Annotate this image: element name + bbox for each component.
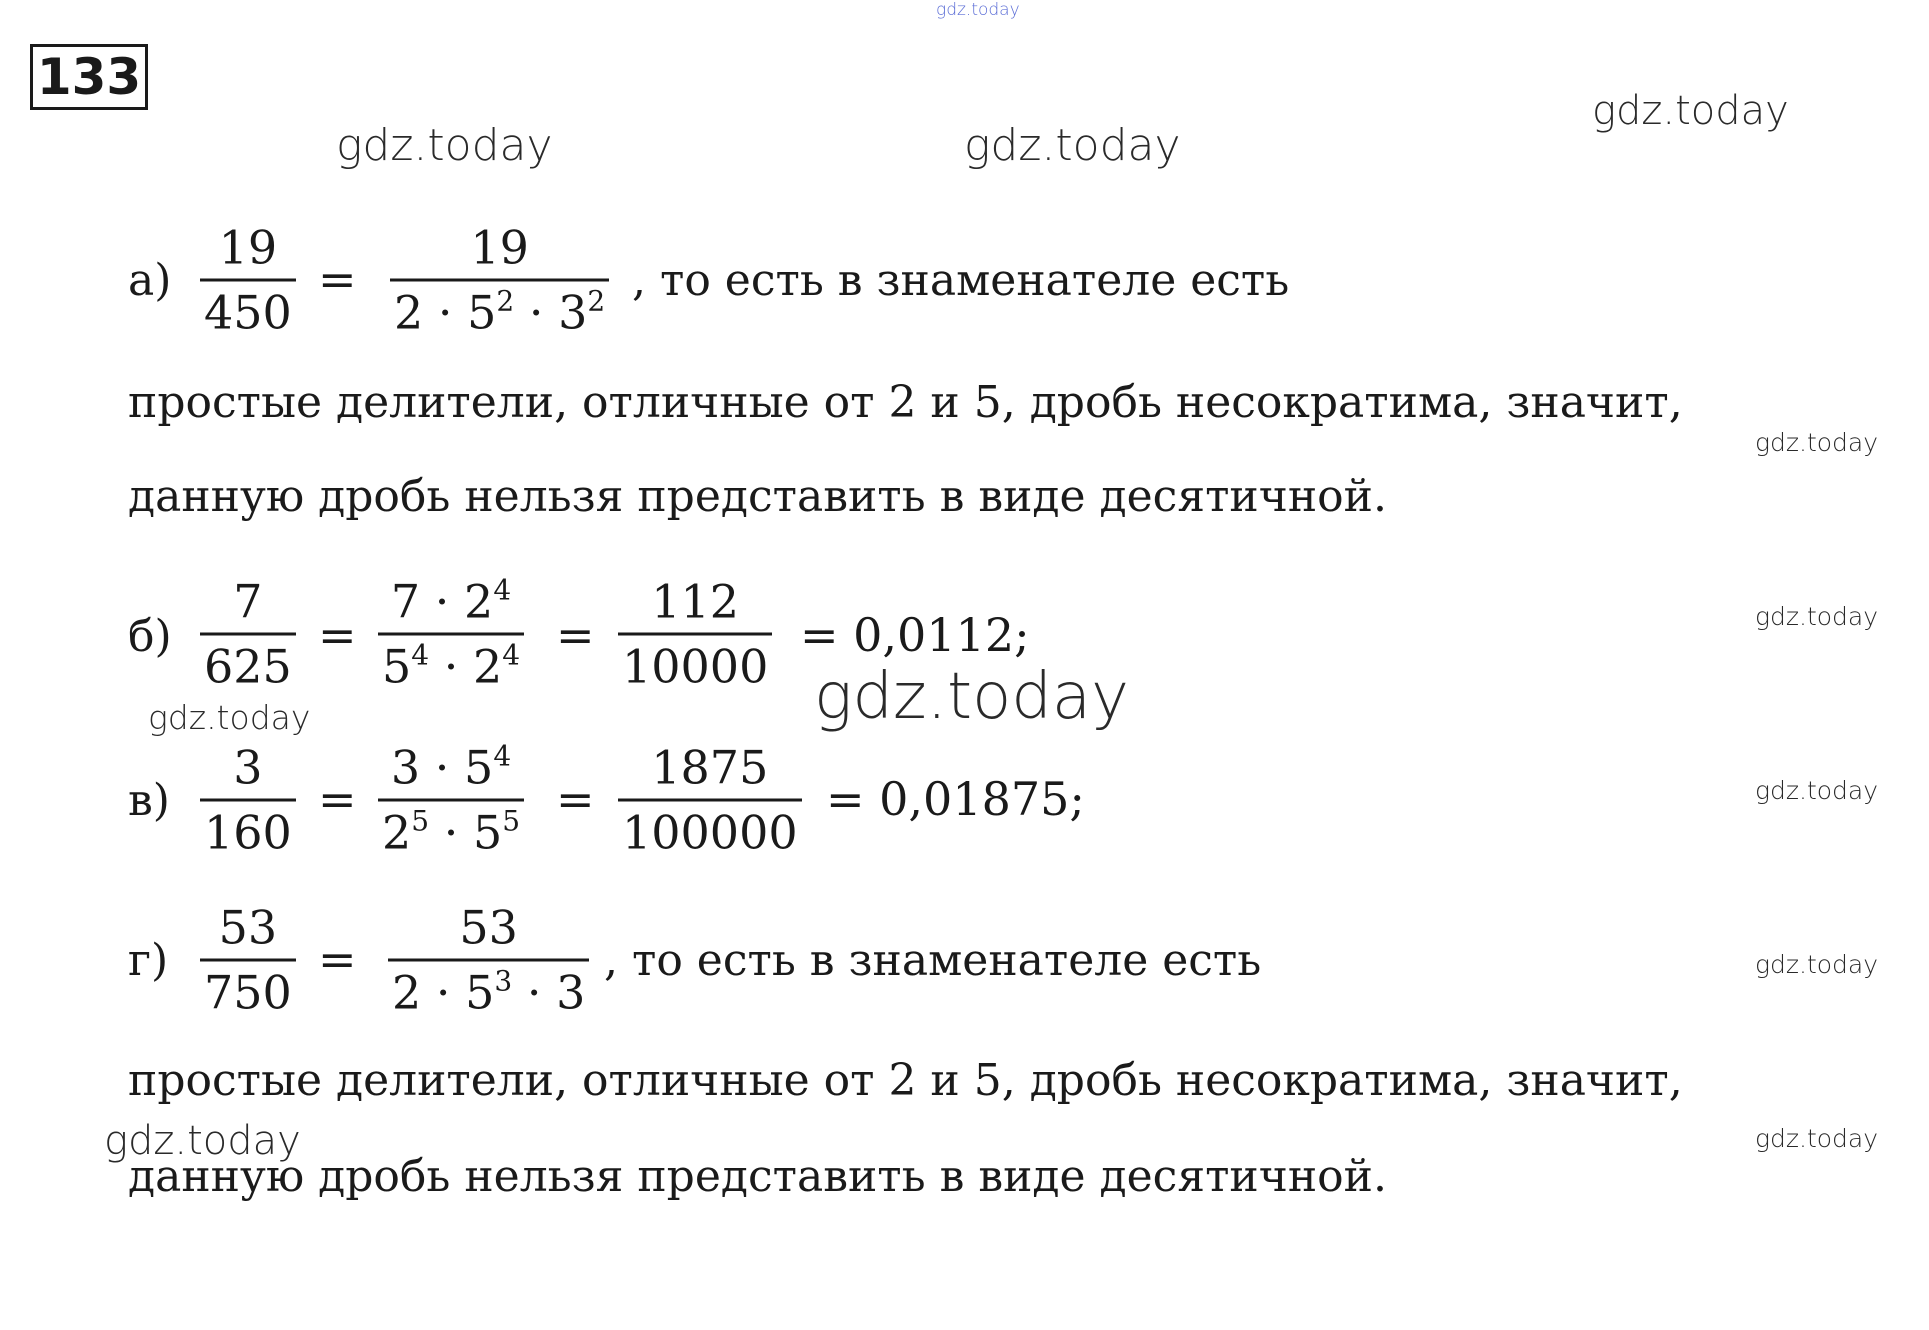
numerator: $7 \cdot 2^4$ [390,573,512,629]
watermark: gdz.today [1755,428,1879,457]
denominator: $2 \cdot 5^3 \cdot 3$ [392,964,586,1020]
numerator: 112 [651,574,740,629]
fraction-bar [618,799,802,802]
part-a-line-2: простые делители, отличные от 2 и 5, дробь несократима, значит, [128,377,1683,428]
numerator: 53 [459,900,518,955]
part-v-label: в) [128,775,170,826]
numerator: 7 [233,574,263,629]
numerator: 19 [470,220,529,275]
part-b-result: = 0,0112; [800,608,1030,662]
fraction-bar [618,633,772,636]
fraction-bar [200,799,296,802]
fraction-bar [390,279,609,282]
watermark: gdz.today [1755,950,1879,979]
numerator: 19 [218,220,278,275]
part-g-line-2: простые делители, отличные от 2 и 5, дробь несократима, значит, [128,1055,1683,1106]
watermark: gdz.today [336,120,553,171]
denominator: 160 [204,805,292,860]
equals-sign: = [318,772,357,826]
problem-number: 133 [30,44,148,110]
denominator: 450 [204,285,292,340]
part-b-label: б) [128,611,172,662]
numerator: 53 [218,900,278,955]
part-a-line-3: данную дробь нельзя представить в виде десятичной. [128,471,1387,522]
fraction [390,221,609,340]
fraction-bar [378,799,524,802]
numerator: 3 [233,740,263,795]
denominator: 750 [204,965,292,1020]
fraction [200,741,296,860]
fraction [378,741,524,860]
fraction [618,741,802,860]
denominator: $5^4 \cdot 2^4$ [382,638,521,694]
fraction-bar [378,633,524,636]
fraction [618,575,772,694]
watermark: gdz.today [1592,88,1789,134]
denominator: 625 [204,639,292,694]
watermark: gdz.today [148,698,311,737]
part-a-tail: , то есть в знаменателе есть [632,255,1290,306]
fraction [200,221,296,340]
fraction [200,575,296,694]
watermark-top: gdz.today [936,0,1020,20]
part-g-tail: , то есть в знаменателе есть [604,935,1262,986]
watermark: gdz.today [1755,776,1879,805]
fraction [200,901,296,1020]
fraction-bar [200,279,296,282]
part-v-result: = 0,01875; [826,772,1085,826]
watermark: gdz.today [814,660,1129,734]
watermark: gdz.today [1755,602,1879,631]
fraction [388,901,589,1020]
fraction-bar [388,959,589,962]
equals-sign: = [556,608,595,662]
fraction-bar [200,633,296,636]
fraction-bar [200,959,296,962]
watermark: gdz.today [104,1118,301,1164]
denominator: 100000 [622,805,798,860]
equals-sign: = [318,608,357,662]
part-a-label: а) [128,255,172,306]
equals-sign: = [318,932,357,986]
numerator: 1875 [651,740,769,795]
part-g-label: г) [128,935,169,986]
equals-sign: = [318,252,357,306]
equals-sign: = [556,772,595,826]
fraction [378,575,524,694]
watermark: gdz.today [964,120,1181,171]
numerator: $3 \cdot 5^4$ [390,739,512,795]
part-g-line-3: данную дробь нельзя представить в виде десятичной. [128,1151,1387,1202]
denominator: 10000 [622,639,769,694]
watermark: gdz.today [1755,1124,1879,1153]
denominator: $2 \cdot 5^2 \cdot 3^2$ [394,284,606,340]
denominator: $2^5 \cdot 5^5$ [382,804,521,860]
